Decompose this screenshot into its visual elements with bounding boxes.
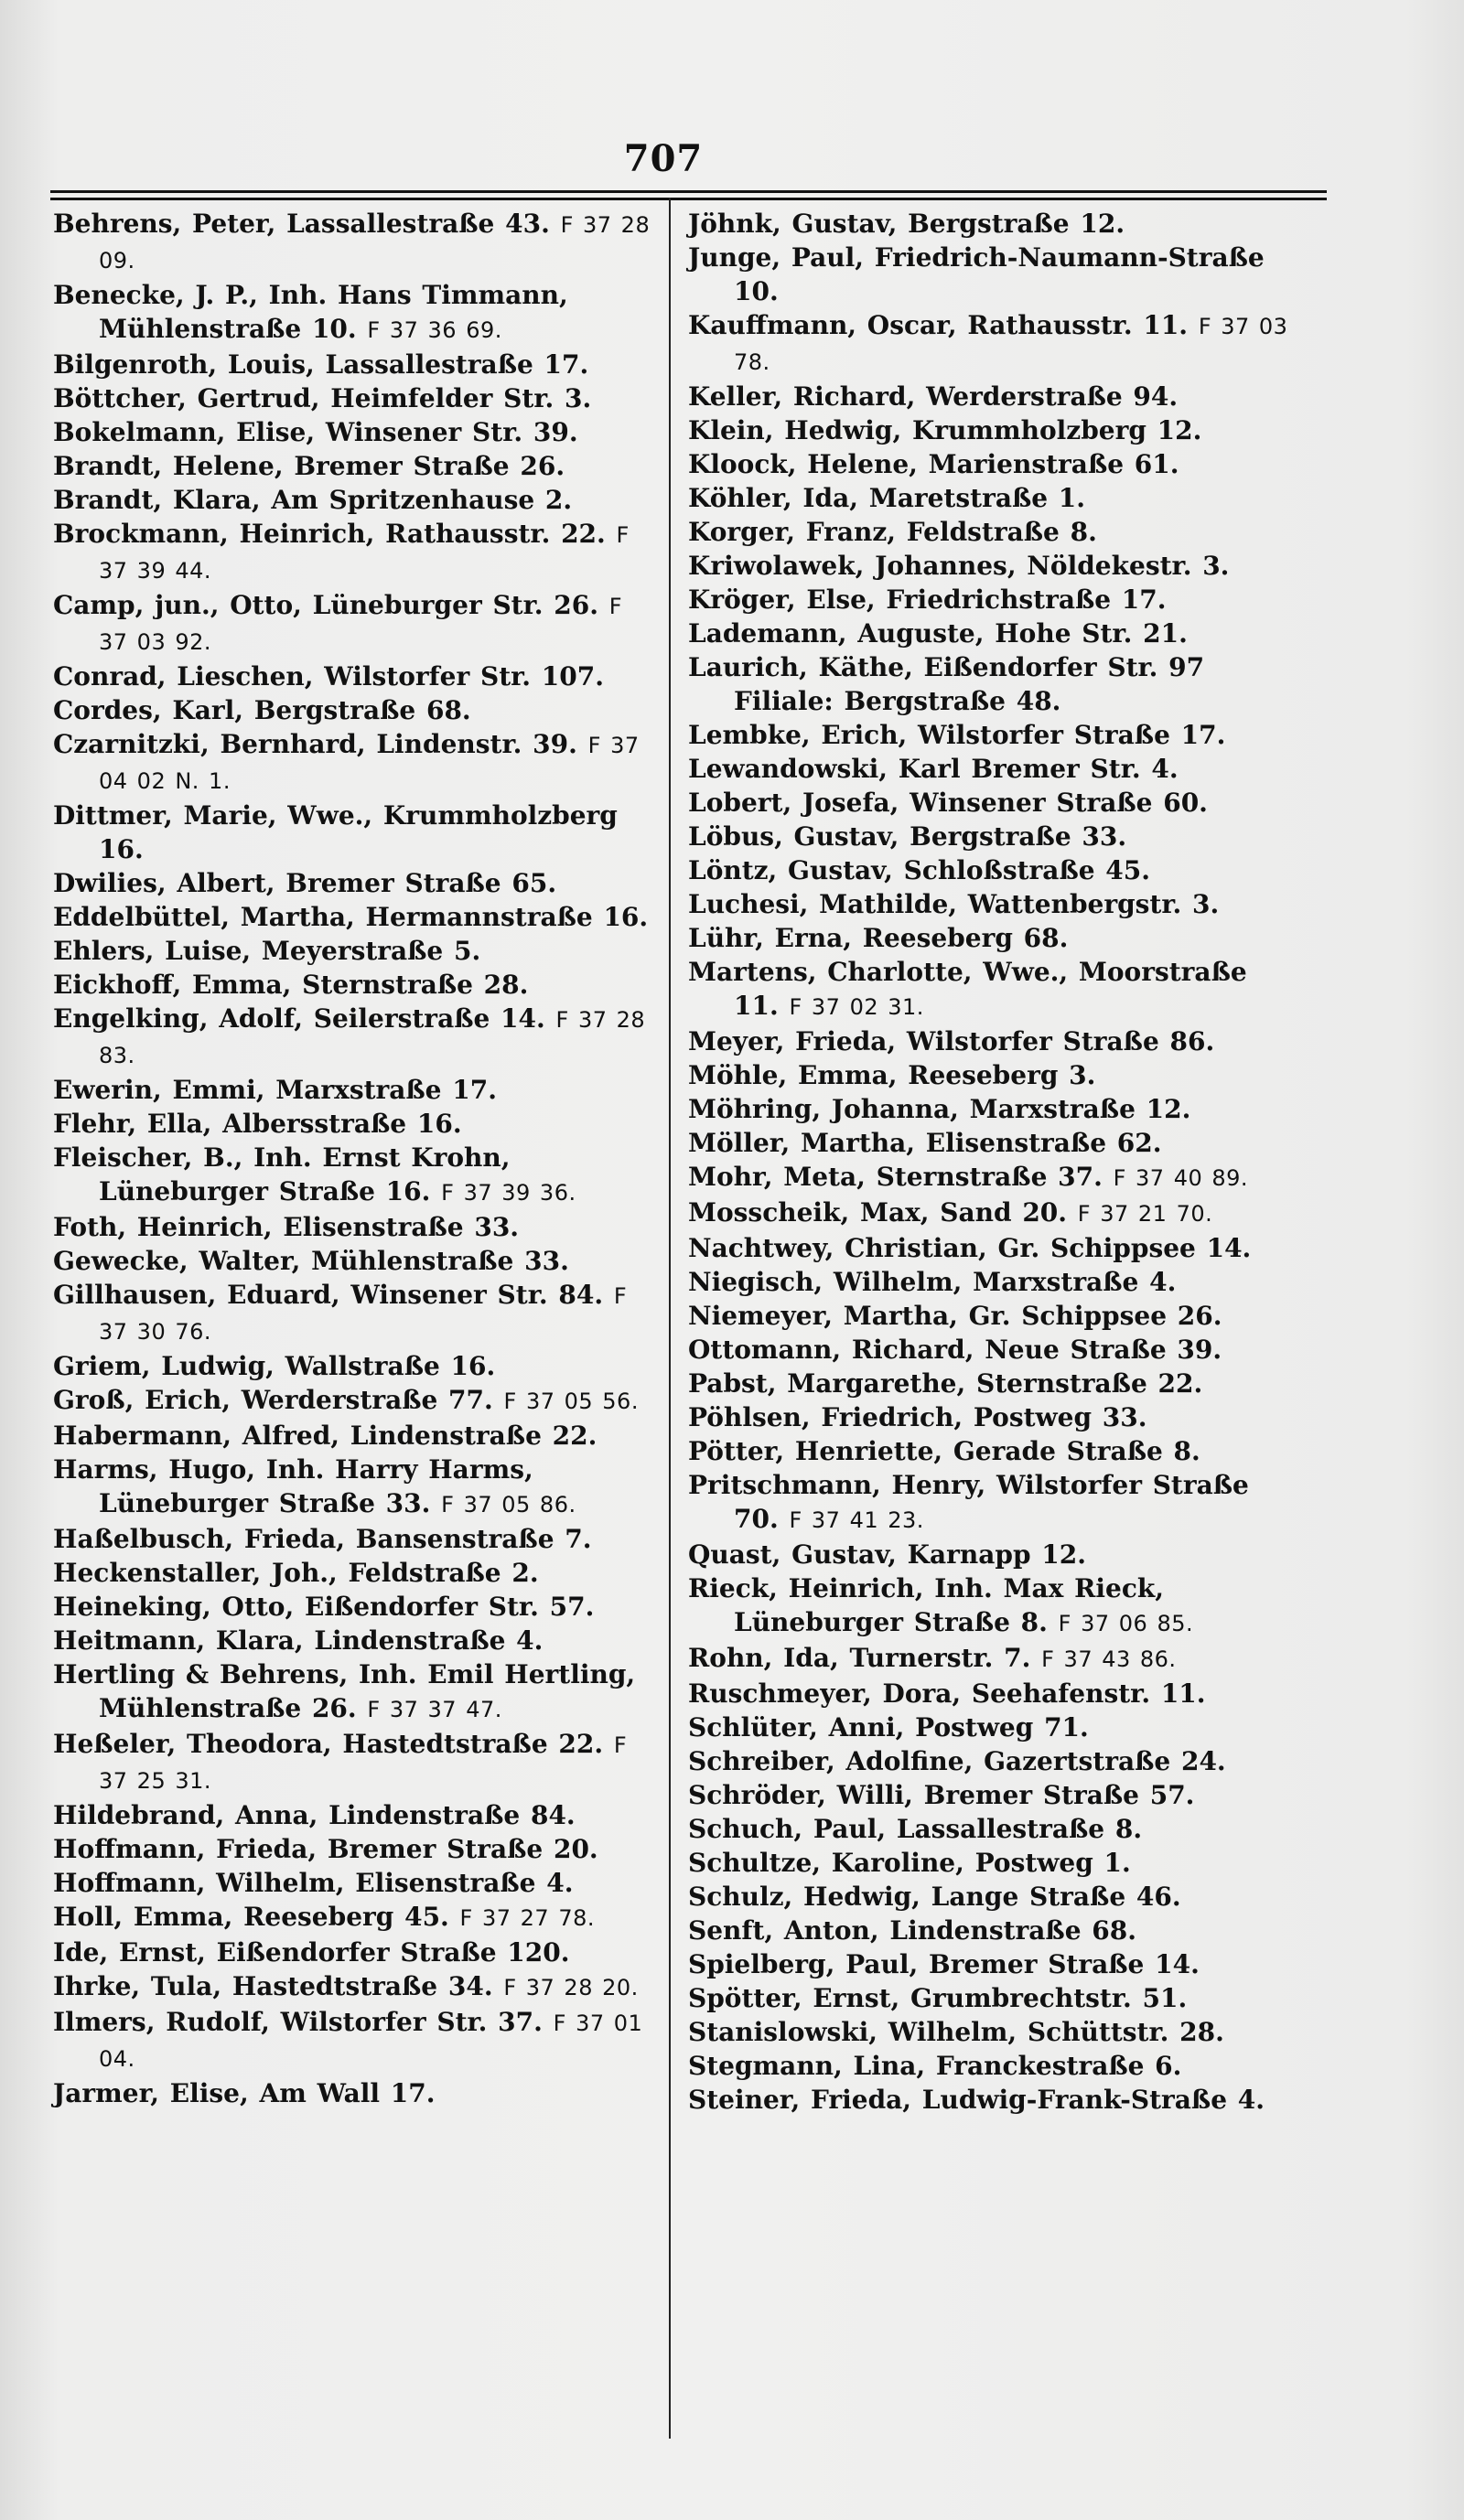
directory-entry [688,921,1292,955]
entry-text: Lademann, Auguste, Hohe Str. 21. [688,618,1188,649]
directory-entry [53,1141,657,1210]
entry-telephone: F 37 27 78. [459,1905,595,1931]
entry-text: Lembke, Erich, Wilstorfer Straße 17. [688,720,1226,750]
entry-text: Fleischer, B., Inh. Ernst Krohn, Lüneburger Straße 16. [53,1142,511,1206]
directory-entry [53,381,657,415]
directory-entry [688,1092,1292,1126]
directory-entry [688,1196,1292,1231]
entry-text: Böttcher, Gertrud, Heimfelder Str. 3. [53,383,592,413]
directory-entry [53,278,657,348]
directory-entry [688,718,1292,752]
entry-text: Eickhoff, Emma, Sternstraße 28. [53,970,529,1000]
directory-entry [53,1832,657,1866]
entry-text: Griem, Ludwig, Wallstraße 16. [53,1351,496,1381]
entry-text: Eddelbüttel, Martha, Hermannstraße 16. [53,902,649,932]
entry-text: Pötter, Henriette, Gerade Straße 8. [688,1436,1200,1466]
entry-telephone: F 37 39 36. [441,1180,576,1206]
directory-entry [53,449,657,483]
directory-entry [53,1657,657,1727]
directory-entry [53,1866,657,1900]
entry-text: Keller, Richard, Werderstraße 94. [688,381,1179,412]
column-divider [669,198,671,2439]
entry-text: Pritschmann, Henry, Wilstorfer Straße 70. [688,1470,1249,1534]
entry-telephone: F 37 41 23. [789,1507,924,1533]
entry-text: Heineking, Otto, Eißendorfer Str. 57. [53,1592,595,1622]
entry-text: Brandt, Helene, Bremer Straße 26. [53,451,565,481]
entry-text: Gewecke, Walter, Mühlenstraße 33. [53,1246,569,1276]
directory-entry [688,515,1292,549]
entry-telephone: F 37 30 76. [99,1283,628,1345]
directory-entry [688,853,1292,887]
entry-text: Senft, Anton, Lindenstraße 68. [688,1915,1136,1946]
directory-entry [53,517,657,588]
directory-entry [688,2049,1292,2083]
entry-text: Habermann, Alfred, Lindenstraße 22. [53,1421,597,1451]
entry-text: Löntz, Gustav, Schloßstraße 45. [688,855,1150,885]
entry-text: Conrad, Lieschen, Wilstorfer Str. 107. [53,661,605,692]
entry-text: Klein, Hedwig, Krummholzberg 12. [688,415,1202,445]
directory-entry [53,348,657,381]
directory-entry [688,1333,1292,1367]
entry-text: Dwilies, Albert, Bremer Straße 65. [53,868,557,898]
entry-text: Heßeler, Theodora, Hastedtstraße 22. [53,1729,604,1759]
entry-text: Kröger, Else, Friedrichstraße 17. [688,584,1167,615]
entry-text: Stegmann, Lina, Franckestraße 6. [688,2051,1182,2081]
directory-entry [53,968,657,1002]
directory-entry [688,1024,1292,1058]
directory-entry [688,1468,1292,1538]
entry-text: Heitmann, Klara, Lindenstraße 4. [53,1625,544,1656]
entry-text: Luchesi, Mathilde, Wattenbergstr. 3. [688,889,1220,919]
entry-text: Ilmers, Rudolf, Wilstorfer Str. 37. [53,2007,543,2037]
directory-entry [688,1880,1292,1914]
entry-text: Ewerin, Emmi, Marxstraße 17. [53,1075,497,1105]
entry-telephone: F 37 40 89. [1113,1165,1249,1191]
entry-text: Ruschmeyer, Dora, Seehafenstr. 11. [688,1678,1206,1709]
directory-entry [688,1812,1292,1846]
entry-text: Schreiber, Adolfine, Gazertstraße 24. [688,1746,1226,1776]
entry-text: Foth, Heinrich, Elisenstraße 33. [53,1212,520,1242]
entry-telephone: F 37 37 47. [367,1697,502,1722]
entry-telephone: F 37 28 83. [99,1007,646,1068]
directory-entry [688,1641,1292,1677]
entry-text: Möller, Martha, Elisenstraße 62. [688,1128,1162,1158]
directory-entry [688,650,1292,718]
entry-text: Martens, Charlotte, Wwe., Moorstraße 11. [688,957,1247,1021]
entry-text: Hoffmann, Wilhelm, Elisenstraße 4. [53,1868,574,1898]
directory-entry [688,955,1292,1024]
directory-entry [688,549,1292,583]
entry-text: Nachtwey, Christian, Gr. Schippsee 14. [688,1233,1252,1263]
directory-entry [53,1244,657,1278]
directory-entry [53,1419,657,1453]
directory-entry [688,1677,1292,1710]
directory-entry [688,1538,1292,1571]
entry-text: Kriwolawek, Johannes, Nöldekestr. 3. [688,551,1230,581]
entry-telephone: F 37 43 86. [1041,1646,1177,1672]
directory-entry [53,1107,657,1141]
entry-telephone: F 37 04 02 N. 1. [99,733,640,794]
directory-entry [688,887,1292,921]
entry-text: Meyer, Frieda, Wilstorfer Straße 86. [688,1026,1215,1056]
directory-entry [688,1400,1292,1434]
entry-text: Hertling & Behrens, Inh. Emil Hertling, Mühlenstraße 26. [53,1659,636,1723]
entry-text: Schuch, Paul, Lassallestraße 8. [688,1814,1143,1844]
directory-entry [688,1981,1292,2015]
entry-text: Schultze, Karoline, Postweg 1. [688,1848,1131,1878]
header-rule-top [50,190,1327,193]
directory-entry [53,934,657,968]
directory-entry [53,2005,657,2076]
directory-entry [53,727,657,799]
directory-entry [53,588,657,659]
entry-telephone: F 37 36 69. [367,317,502,343]
entry-text: Kauffmann, Oscar, Rathausstr. 11. [688,310,1189,340]
directory-entry [688,786,1292,820]
directory-entry [53,1349,657,1383]
entry-text: Hoffmann, Frieda, Bremer Straße 20. [53,1834,598,1864]
entry-text: Bilgenroth, Louis, Lassallestraße 17. [53,349,589,380]
entry-text: Spötter, Ernst, Grumbrechtstr. 51. [688,1983,1188,2013]
entry-telephone: F 37 39 44. [99,522,630,584]
directory-entry [688,752,1292,786]
directory-entry [688,380,1292,413]
directory-entry [688,241,1292,308]
directory-entry [53,1556,657,1590]
entry-text: Behrens, Peter, Lassallestraße 43. [53,209,550,239]
directory-entry [688,447,1292,481]
entry-text: Möhring, Johanna, Marxstraße 12. [688,1094,1191,1124]
directory-entry [53,799,657,866]
entry-text: Pabst, Margarethe, Sternstraße 22. [688,1368,1203,1399]
entry-text: Benecke, J. P., Inh. Hans Timmann, Mühlenstraße 10. [53,280,568,344]
directory-entry [688,820,1292,853]
entry-text: Ihrke, Tula, Hastedtstraße 34. [53,1971,493,2001]
entry-text: Mohr, Meta, Sternstraße 37. [688,1162,1103,1192]
directory-entry [688,1434,1292,1468]
directory-entry [688,583,1292,617]
directory-entry [53,1278,657,1349]
directory-entry [688,1947,1292,1981]
entry-text: Junge, Paul, Friedrich-Naumann-Straße 10. [688,242,1265,306]
entry-text: Spielberg, Paul, Bremer Straße 14. [688,1949,1200,1979]
entry-text: Czarnitzki, Bernhard, Lindenstr. 39. [53,729,577,759]
entry-text: Korger, Franz, Feldstraße 8. [688,517,1097,547]
directory-entry [53,900,657,934]
directory-entry [688,1265,1292,1299]
entry-text: Cordes, Karl, Bergstraße 68. [53,695,471,725]
entry-text: Steiner, Frieda, Ludwig-Frank-Straße 4. [688,2085,1265,2115]
directory-entry [53,1590,657,1624]
entry-text: Lühr, Erna, Reeseberg 68. [688,923,1069,953]
entry-text: Bokelmann, Elise, Winsener Str. 39. [53,417,578,447]
directory-entry [53,693,657,727]
entry-text: Gillhausen, Eduard, Winsener Str. 84. [53,1280,604,1310]
directory-entry [688,481,1292,515]
directory-entry [688,308,1292,380]
directory-entry [53,1210,657,1244]
entry-telephone: F 37 03 92. [99,594,623,655]
entry-text: Jöhnk, Gustav, Bergstraße 12. [688,209,1125,239]
entry-text: Camp, jun., Otto, Lüneburger Str. 26. [53,590,598,620]
entry-text: Schlüter, Anni, Postweg 71. [688,1712,1089,1743]
entry-telephone: F 37 28 20. [503,1975,639,2000]
directory-entry [688,1126,1292,1160]
entry-telephone: F 37 05 56. [503,1389,639,1414]
directory-entry [53,1073,657,1107]
header-rule-bottom [50,198,1327,200]
directory-entry [53,1383,657,1419]
directory-entry [688,1710,1292,1744]
directory-entry [688,2015,1292,2049]
directory-entry [688,1160,1292,1196]
directory-entry [53,1900,657,1936]
right-column [688,207,1292,2117]
left-column [53,207,657,2110]
entry-telephone: F 37 01 04. [99,2011,643,2072]
directory-entry [688,1231,1292,1265]
entry-text: Möhle, Emma, Reeseberg 3. [688,1060,1096,1090]
entry-text: Jarmer, Elise, Am Wall 17. [53,2078,436,2108]
directory-entry [688,1744,1292,1778]
entry-text: Rieck, Heinrich, Inh. Max Rieck, Lüneburger Straße 8. [688,1573,1165,1637]
directory-entry [688,413,1292,447]
entry-text: Stanislowski, Wilhelm, Schüttstr. 28. [688,2017,1224,2047]
directory-entry [53,415,657,449]
directory-entry [53,866,657,900]
entry-text: Harms, Hugo, Inh. Harry Harms, Lüneburger Straße 33. [53,1454,533,1518]
entry-text: Quast, Gustav, Karnapp 12. [688,1539,1087,1570]
directory-entry [53,659,657,693]
entry-text: Niegisch, Wilhelm, Marxstraße 4. [688,1267,1177,1297]
entry-text: Brandt, Klara, Am Spritzenhause 2. [53,485,573,515]
entry-text: Brockmann, Heinrich, Rathausstr. 22. [53,519,606,549]
directory-entry [688,1367,1292,1400]
directory-entry [53,1453,657,1522]
directory-entry [53,1624,657,1657]
entry-text: Heckenstaller, Joh., Feldstraße 2. [53,1558,539,1588]
entry-text: Kloock, Helene, Marienstraße 61. [688,449,1179,479]
directory-entry [688,1571,1292,1641]
directory-entry [53,1002,657,1073]
entry-text: Niemeyer, Martha, Gr. Schippsee 26. [688,1301,1222,1331]
entry-text: Holl, Emma, Reeseberg 45. [53,1902,449,1932]
directory-entry [688,1778,1292,1812]
entry-text: Groß, Erich, Werderstraße 77. [53,1385,493,1415]
directory-entry [688,617,1292,650]
entry-text: Schröder, Willi, Bremer Straße 57. [688,1780,1195,1810]
directory-entry [53,483,657,517]
directory-entry [53,1798,657,1832]
directory-entry [53,1936,657,1969]
directory-entry [53,2076,657,2110]
entry-telephone: F 37 03 78. [734,314,1288,375]
entry-text: Flehr, Ella, Albersstraße 16. [53,1109,462,1139]
directory-entry [53,1969,657,2005]
directory-entry [688,2083,1292,2117]
entry-text: Löbus, Gustav, Bergstraße 33. [688,821,1127,852]
directory-entry [688,1299,1292,1333]
entry-text: Köhler, Ida, Maretstraße 1. [688,483,1086,513]
entry-text: Hildebrand, Anna, Lindenstraße 84. [53,1800,576,1830]
entry-text: Ottomann, Richard, Neue Straße 39. [688,1335,1222,1365]
directory-entry [688,1914,1292,1947]
directory-entry [688,1058,1292,1092]
entry-telephone: F 37 05 86. [441,1492,576,1517]
entry-text: Dittmer, Marie, Wwe., Krummholzberg 16. [53,800,618,864]
directory-entry [688,207,1292,241]
entry-text: Haßelbusch, Frieda, Bansenstraße 7. [53,1524,592,1554]
entry-telephone: F 37 21 70. [1077,1201,1213,1227]
entry-text: Lobert, Josefa, Winsener Straße 60. [688,788,1208,818]
entry-text: Engelking, Adolf, Seilerstraße 14. [53,1003,545,1034]
entry-text: Pöhlsen, Friedrich, Postweg 33. [688,1402,1147,1432]
entry-text: Schulz, Hedwig, Lange Straße 46. [688,1882,1181,1912]
entry-telephone: F 37 25 31. [99,1732,628,1794]
entry-telephone: F 37 06 85. [1058,1611,1194,1636]
entry-text: Ide, Ernst, Eißendorfer Straße 120. [53,1937,570,1968]
entry-text: Mosscheik, Max, Sand 20. [688,1197,1068,1228]
entry-telephone: F 37 02 31. [789,994,924,1020]
directory-entry [688,1846,1292,1880]
entry-text: Lewandowski, Karl Bremer Str. 4. [688,754,1179,784]
entry-text: Laurich, Käthe, Eißendorfer Str. 97 Filiale: Bergstraße 48. [688,652,1205,716]
entry-text: Ehlers, Luise, Meyerstraße 5. [53,936,481,966]
entry-telephone: F 37 28 09. [99,212,651,273]
entry-text: Rohn, Ida, Turnerstr. 7. [688,1643,1031,1673]
directory-entry [53,207,657,278]
directory-entry [53,1522,657,1556]
page-number: 707 [623,137,704,180]
directory-entry [53,1727,657,1798]
